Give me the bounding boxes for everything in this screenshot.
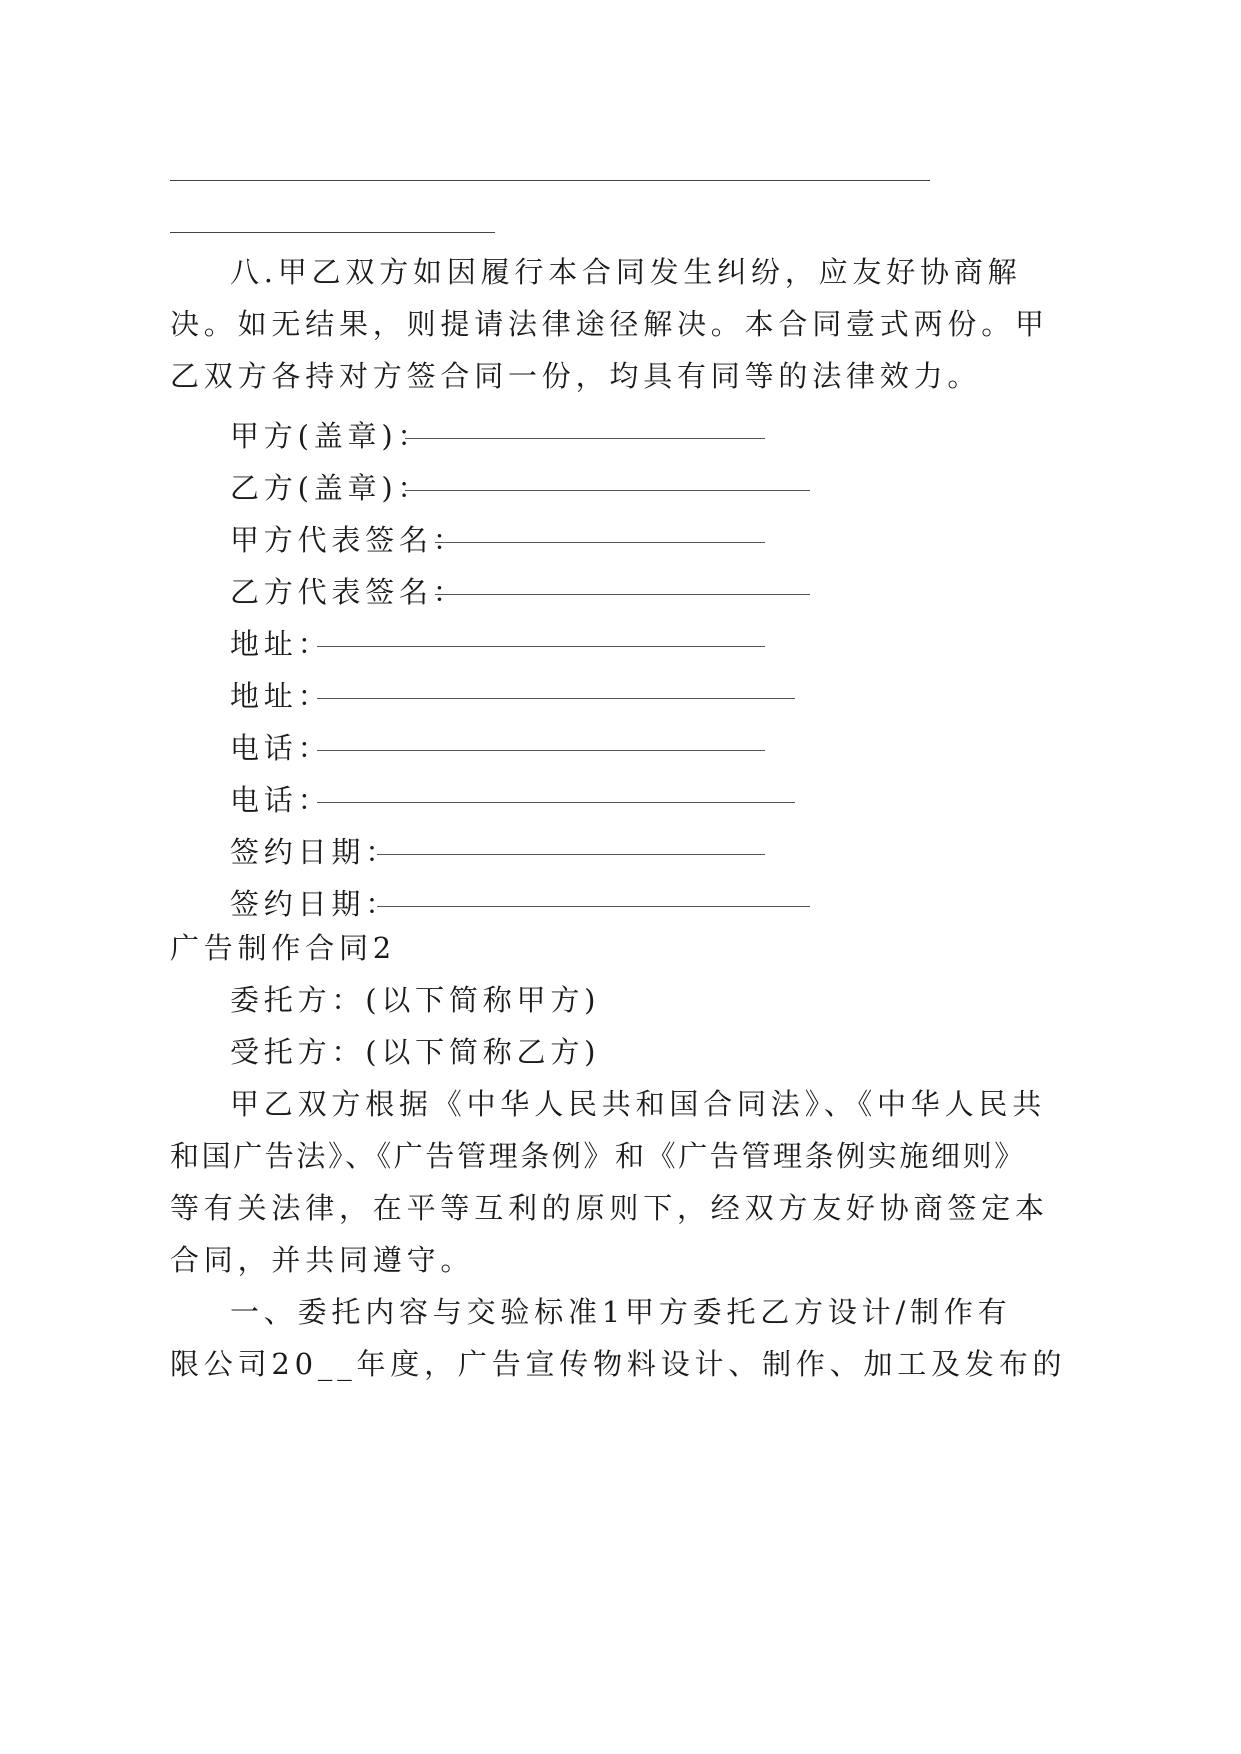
section-1-line-1: 一、委托内容与交验标准1甲方委托乙方设计/制作有 xyxy=(230,1295,1012,1329)
contract-2-title: 广告制作合同2 xyxy=(170,931,397,965)
signature-field-party-a-rep[interactable] xyxy=(230,518,770,557)
signature-field-party-b-rep[interactable] xyxy=(230,570,810,609)
signature-field-phone-a[interactable] xyxy=(230,726,770,765)
signature-field-address-a[interactable] xyxy=(230,622,770,661)
field-label: 甲方(盖章)： xyxy=(230,419,432,453)
field-label: 甲方代表签名： xyxy=(230,523,467,557)
signature-field-party-b-seal[interactable] xyxy=(230,466,810,505)
field-blank xyxy=(377,906,810,907)
signature-field-phone-b[interactable] xyxy=(230,778,800,817)
field-label: 电话： xyxy=(230,783,332,817)
fill-in-rule-long xyxy=(170,180,930,181)
preamble-line-2: 和国广告法》、《广告管理条例》和《广告管理条例实施细则》 xyxy=(170,1139,1026,1173)
signature-field-party-a-seal[interactable] xyxy=(230,414,770,453)
field-blank xyxy=(317,750,765,751)
clause-8-line-2: 决。如无结果，则提请法律途径解决。本合同壹式两份。甲 xyxy=(170,307,1049,341)
preamble-line-1: 甲乙双方根据《中华人民共和国合同法》、《中华人民共 xyxy=(230,1087,1047,1121)
field-label: 乙方代表签名： xyxy=(230,575,467,609)
field-blank xyxy=(317,802,795,803)
clause-8-line-1: 八.甲乙双方如因履行本合同发生纠纷，应友好协商解 xyxy=(230,255,1022,289)
field-blank xyxy=(377,854,765,855)
field-blank xyxy=(405,438,765,439)
signature-field-address-b[interactable] xyxy=(230,674,800,713)
field-label: 乙方(盖章)： xyxy=(230,471,432,505)
field-label: 地址： xyxy=(230,627,332,661)
signature-field-date-a[interactable] xyxy=(230,830,770,869)
field-label: 签约日期： xyxy=(230,887,400,921)
field-blank xyxy=(435,542,765,543)
preamble-line-3: 等有关法律，在平等互利的原则下，经双方友好协商签定本 xyxy=(170,1191,1049,1225)
fill-in-rule-short xyxy=(170,232,495,233)
field-blank xyxy=(317,698,795,699)
field-label: 签约日期： xyxy=(230,835,400,869)
section-1-line-2: 限公司20__年度，广告宣传物料设计、制作、加工及发布的 xyxy=(170,1347,1067,1381)
field-blank xyxy=(317,646,765,647)
field-label: 电话： xyxy=(230,731,332,765)
client-party-line: 委托方：(以下简称甲方) xyxy=(230,983,601,1017)
contractor-party-line: 受托方：(以下简称乙方) xyxy=(230,1035,601,1069)
preamble-line-4: 合同，并共同遵守。 xyxy=(170,1243,475,1277)
field-blank xyxy=(435,594,810,595)
field-label: 地址： xyxy=(230,679,332,713)
field-blank xyxy=(405,490,810,491)
signature-field-date-b[interactable] xyxy=(230,882,810,921)
clause-8-line-3: 乙双方各持对方签合同一份，均具有同等的法律效力。 xyxy=(170,359,982,393)
